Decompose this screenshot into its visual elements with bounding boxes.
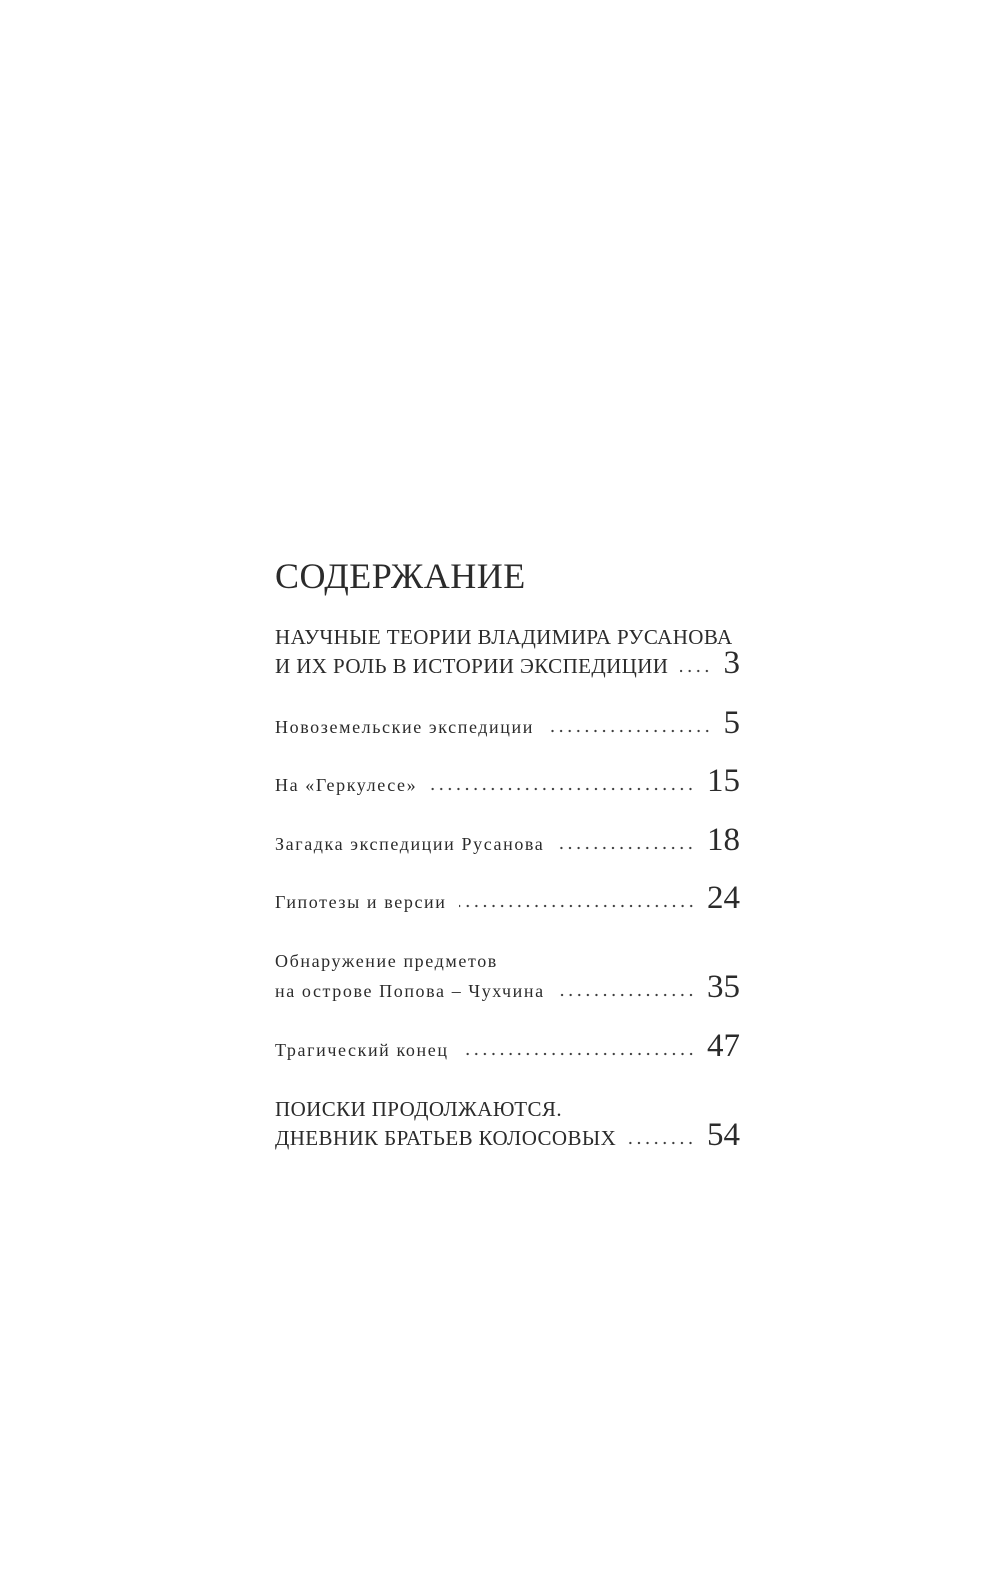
toc-entry: [275, 764, 740, 798]
toc-entry-title-line: ДНЕВНИК БРАТЬЕВ КОЛОСОВЫХ: [275, 1126, 617, 1150]
toc-entry-last-line: [275, 881, 740, 915]
toc-entry-title-line: на острове Попова – Чухчина: [275, 981, 545, 1001]
toc-entry: [275, 950, 740, 1004]
toc-entry-last-line: [275, 706, 740, 740]
toc-entry: [275, 626, 740, 680]
toc-page-number: 35: [707, 969, 740, 1005]
toc-page-number: 5: [723, 705, 740, 741]
toc-entry-title-line: Новоземельские экспедиции: [275, 717, 534, 737]
toc-entry-title-line: Трагический конец: [275, 1040, 449, 1060]
toc-entry: [275, 1098, 740, 1152]
toc-entry-title-line: Гипотезы и версии: [275, 892, 447, 912]
toc-page-number: 47: [707, 1028, 740, 1064]
toc-entry-last-line: [275, 764, 740, 798]
toc-entry-title-line: Обнаружение предметов: [275, 951, 498, 971]
toc-entry: [275, 823, 740, 857]
dot-leader: [680, 669, 711, 673]
dot-leader: [628, 1141, 695, 1145]
toc-entry-last-line: [275, 823, 740, 857]
dot-leader: [461, 1052, 695, 1056]
dot-leader: [557, 993, 695, 997]
toc-entry: [275, 1029, 740, 1063]
toc-entry-last-line: [275, 1029, 740, 1063]
toc-entry-title-line: Загадка экспедиции Русанова: [275, 834, 545, 854]
dot-leader: [429, 787, 695, 791]
dot-leader: [459, 904, 696, 908]
toc-entry-last-line: [275, 1118, 740, 1152]
toc-entry-last-line: [275, 970, 740, 1004]
toc-page-number: 24: [707, 880, 740, 916]
toc-page-number: 18: [707, 822, 740, 858]
dot-leader: [546, 729, 712, 733]
toc-entry-last-line: [275, 646, 740, 680]
toc-page-number: 15: [707, 763, 740, 799]
toc-entry-title-line: НАУЧНЫЕ ТЕОРИИ ВЛАДИМИРА РУСАНОВА: [275, 625, 733, 649]
page-title: СОДЕРЖАНИЕ: [275, 556, 526, 596]
toc-entry-title-line: И ИХ РОЛЬ В ИСТОРИИ ЭКСПЕДИЦИИ: [275, 654, 669, 678]
toc-entry: [275, 881, 740, 915]
toc-page-number: 54: [707, 1117, 740, 1153]
dot-leader: [556, 846, 695, 850]
toc-entry-title-line: На «Геркулесе»: [275, 775, 418, 795]
toc-entry: [275, 706, 740, 740]
toc-entry-title-line: ПОИСКИ ПРОДОЛЖАЮТСЯ.: [275, 1097, 562, 1121]
toc-page-number: 3: [723, 645, 740, 681]
